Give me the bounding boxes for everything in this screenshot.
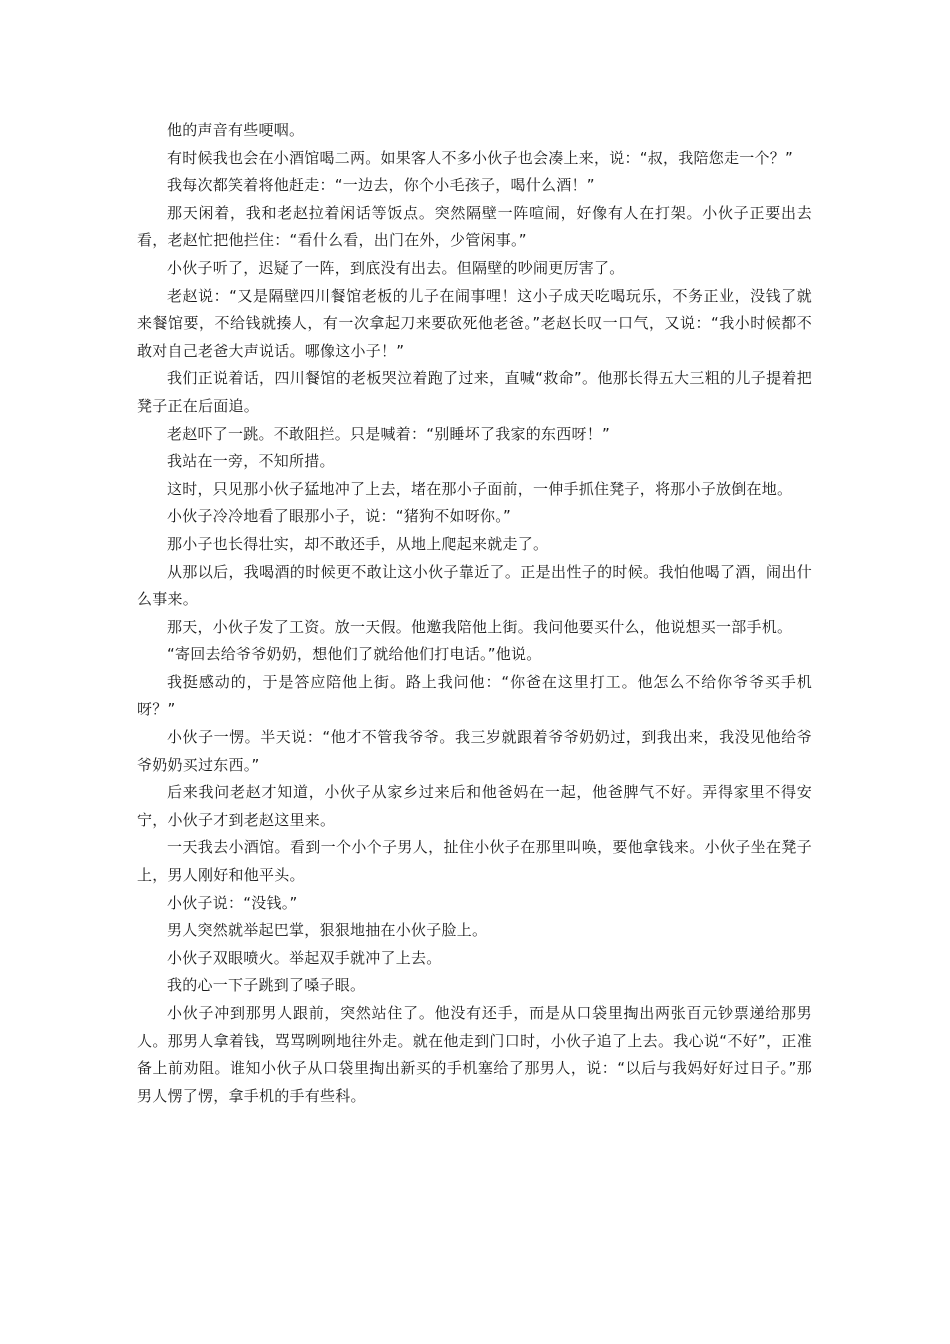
paragraph: “寄回去给爷爷奶奶，想他们了就给他们打电话。”他说。 <box>167 645 542 664</box>
paragraph: 从那以后，我喝酒的时候更不敢让这小伙子靠近了。正是出性子的时候。我怕他喝了酒，闹出什么事来。 <box>137 562 812 609</box>
paragraph: 那天闲着，我和老赵拉着闲话等饭点。突然隔壁一阵喧闹，好像有人在打架。小伙子正要出去看，老赵忙把他拦住：“看什么看，出门在外，少管闲事。” <box>137 203 812 250</box>
paragraph: 我的心一下子跳到了嗓子眼。 <box>167 976 366 995</box>
paragraph: 我站在一旁，不知所措。 <box>167 452 335 471</box>
paragraph: 我每次都笑着将他赶走：“一边去，你个小毛孩子，喝什么酒！” <box>167 176 595 195</box>
paragraph: 小伙子说：“没钱。” <box>167 893 298 912</box>
paragraph: 老赵说：“又是隔壁四川餐馆老板的儿子在闹事哩！这小子成天吃喝玩乐，不务正业，没钱了就来餐馆要，不给钱就揍人，有一次拿起刀来要砍死他老爸。”老赵长叹一口气，又说：“我小时候都不敢对自己老爸大声说话。哪像这小子！” <box>137 286 812 360</box>
paragraph: 小伙子一愣。半天说：“他才不管我爷爷。我三岁就跟着爷爷奶奶过，到我出来，我没见他给爷爷奶奶买过东西。” <box>137 728 812 774</box>
paragraph: 小伙子冲到那男人跟前，突然站住了。他没有还手，而是从口袋里掏出两张百元钞票递给那男人。那男人拿着钱，骂骂咧咧地往外走。就在他走到门口时，小伙子追了上去。我心说“不好”，正准备上前劝阻。谁知小伙子从口袋里掏出新买的手机塞给了那男人，说：“以后与我妈好好过日子。”那男人愣了愣，拿手机的手有些科。 <box>137 1004 812 1105</box>
paragraph: 一天我去小酒馆。看到一个小个子男人，扯住小伙子在那里叫唤，要他拿钱来。小伙子坐在凳子上，男人刚好和他平头。 <box>137 838 812 885</box>
paragraph: 他的声音有些哽咽。 <box>167 121 305 139</box>
paragraph: 小伙子冷冷地看了眼那小子，说：“猪狗不如呀你。” <box>167 507 512 526</box>
paragraph: 这时，只见那小伙子猛地冲了上去，堵在那小子面前，一伸手抓住凳子，将那小子放倒在地。 <box>167 479 793 498</box>
paragraph: 有时候我也会在小酒馆喝二两。如果客人不多小伙子也会凑上来，说：“叔，我陪您走一个？” <box>167 148 794 167</box>
paragraph: 老赵吓了一跳。不敢阻拦。只是喊着：“别睡坏了我家的东西呀！” <box>167 424 611 443</box>
paragraph: 男人突然就举起巴掌，狠狠地抽在小伙子脸上。 <box>167 921 488 940</box>
paragraph: 后来我问老赵才知道，小伙子从家乡过来后和他爸妈在一起，他爸脾气不好。弄得家里不得安宁，小伙子才到老赵这里来。 <box>137 783 812 829</box>
paragraph: 小伙子双眼喷火。举起双手就冲了上去。 <box>167 948 442 967</box>
paragraph: 我挺感动的，于是答应陪他上街。路上我问他：“你爸在这里打工。他怎么不给你爷爷买手机呀？” <box>137 672 812 719</box>
story-text <box>137 117 812 1110</box>
paragraph: 那天，小伙子发了工资。放一天假。他邀我陪他上街。我问他要买什么，他说想买一部手机。 <box>167 617 793 636</box>
paragraph: 小伙子听了，迟疑了一阵，到底没有出去。但隔壁的吵闹更厉害了。 <box>167 258 625 277</box>
paragraph: 那小子也长得壮实，却不敢还手，从地上爬起来就走了。 <box>167 534 549 553</box>
paragraph: 我们正说着话，四川餐馆的老板哭泣着跑了过来，直喊“救命”。他那长得五大三粗的儿子提着把凳子正在后面追。 <box>137 369 812 415</box>
